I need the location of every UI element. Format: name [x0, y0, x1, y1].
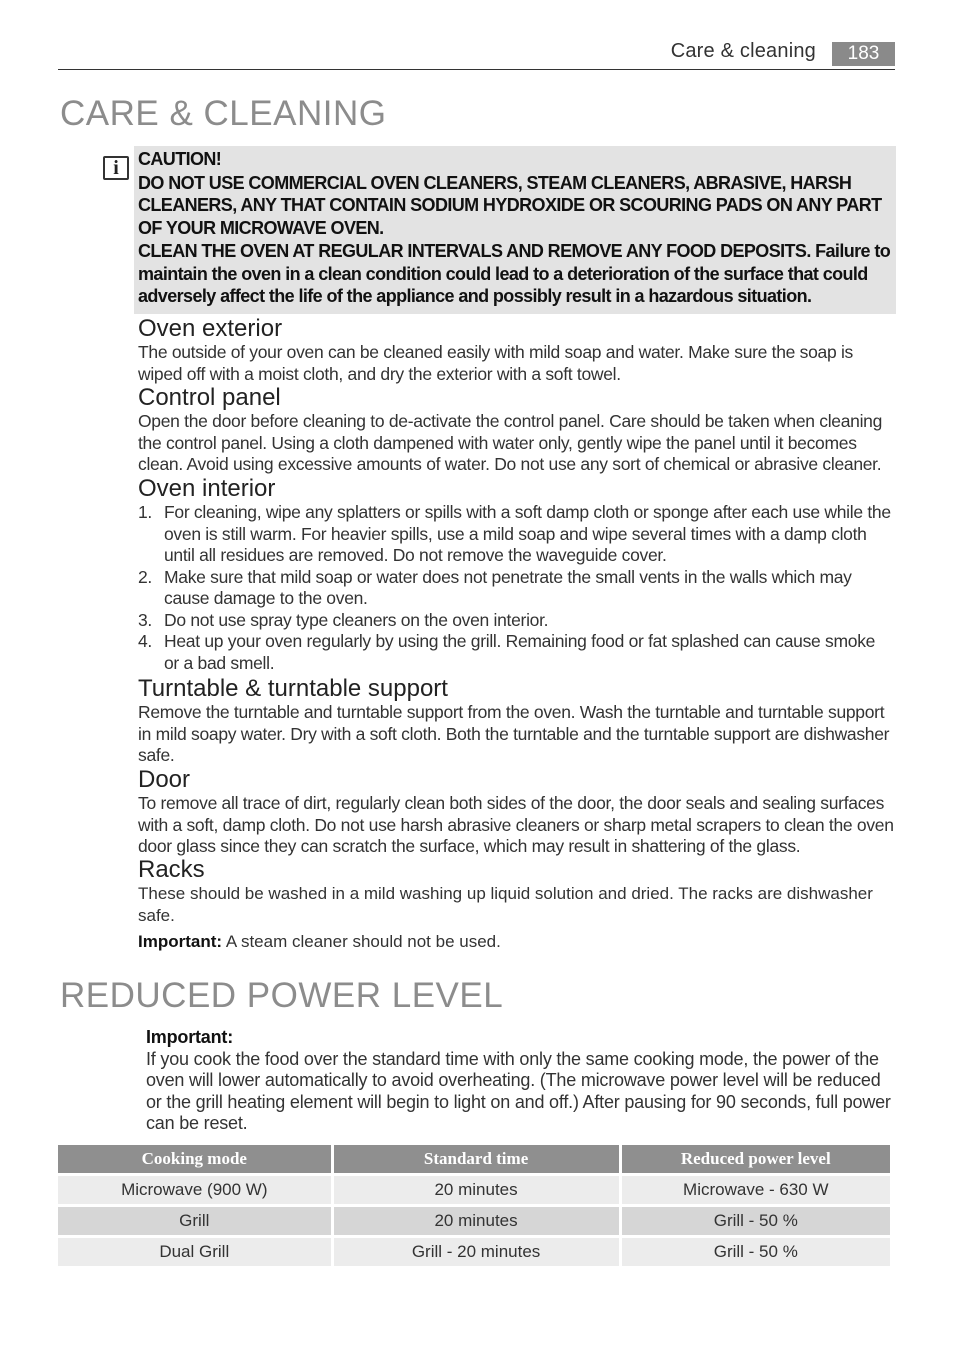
table-row: [58, 1176, 890, 1204]
table-cell: Grill - 50 %: [622, 1238, 890, 1266]
turntable-section: [138, 676, 894, 767]
list-item-number: 2.: [138, 566, 152, 587]
important-label: Important:: [138, 932, 223, 951]
list-item-number: 4.: [138, 631, 152, 651]
reduced-intro-text: If you cook the food over the standard time with only the same cooking mode, the power of the oven will lower automatically to avoid overheating. (The microwave power level will be reduced or the grill heating element will begin to light on and off.) After pausing for 90 seconds, full power can be reset.: [146, 1048, 891, 1133]
racks-important: [138, 931, 894, 953]
caution-line-1: DO NOT USE COMMERCIAL OVEN CLEANERS, STEAM CLEANERS, ABRASIVE, HARSH CLEANERS, ANY THAT CONTAIN SODIUM HYDROXIDE OR SCOURING PADS ON ANY PART OF YOUR MICROWAVE OVEN.: [138, 172, 882, 238]
reduced-important-label: Important:: [146, 1027, 233, 1047]
running-header-title: Care & cleaning: [670, 40, 816, 62]
list-item-number: 3.: [138, 609, 152, 630]
door-section: [138, 767, 894, 858]
list-item: [138, 631, 894, 674]
table-cell: Microwave - 630 W: [622, 1176, 890, 1204]
care-cleaning-heading: CARE & CLEANING: [60, 94, 387, 133]
table-row: [58, 1238, 890, 1266]
table-cell: 20 minutes: [334, 1207, 619, 1235]
info-icon: i: [103, 156, 129, 180]
oven-interior-section: [138, 476, 894, 674]
turntable-text: Remove the turntable and turntable support from the oven. Wash the turntable and turntable support in mild soapy water. Dry with a soft cloth. Both the turntable and the turntable support are dishwasher safe.: [138, 702, 890, 765]
page-number: 183: [832, 42, 895, 66]
caution-title: CAUTION!: [138, 149, 222, 169]
list-item-text: For cleaning, wipe any splatters or spills with a soft damp cloth or sponge after each use while the oven is still warm. For heavier spills, use a mild soap and wipe several times with a damp cloth until all residues are removed. Do not remove the waveguide cover.: [164, 502, 891, 565]
header-rule: [58, 69, 895, 70]
racks-text: These should be washed in a mild washing up liquid solution and dried. The racks are dishwasher safe.: [138, 884, 873, 925]
door-text: To remove all trace of dirt, regularly clean both sides of the door, the door seals and sealing surfaces with a soft, damp cloth. Do not use harsh abrasive cleaners or sharp metal scrapers to clean the oven door glass since they can scratch the surface, which may result in shattering of the glass.: [138, 793, 894, 856]
table-cell: Dual Grill: [58, 1238, 331, 1266]
table-cell: Grill: [58, 1207, 331, 1235]
racks-title: Racks: [138, 856, 205, 883]
oven-interior-list: [138, 502, 894, 674]
caution-line-2: CLEAN THE OVEN AT REGULAR INTERVALS AND REMOVE ANY FOOD DEPOSITS. Failure to maintain the oven in a clean condition could lead to a deterioration of the surface that could adversely affect the life of the appliance and possibly result in a hazardous situation.: [138, 241, 891, 306]
column-header-reduced-power: Reduced power level: [622, 1145, 890, 1173]
list-item: [138, 610, 894, 632]
reduced-power-table: [55, 1142, 893, 1269]
list-item-number: 1.: [138, 502, 152, 522]
caution-text: [138, 148, 894, 309]
door-title: Door: [138, 766, 191, 793]
control-panel-text: Open the door before cleaning to de-activate the control panel. Care should be taken when cleaning the control panel. Using a cloth dampened with water only, gently wipe the panel until it becomes clean. Avoid using excessive amounts of water. Do not use any sort of chemical or abrasive cleaner.: [138, 411, 883, 474]
list-item-text: Heat up your oven regularly by using the grill. Remaining food or fat splashed can cause smoke or a bad smell.: [164, 631, 876, 673]
racks-section: [138, 857, 894, 953]
oven-exterior-text: The outside of your oven can be cleaned easily with mild soap and water. Make sure the soap is wiped off with a moist cloth, and dry the exterior with a soft towel.: [138, 342, 854, 384]
table-row: [58, 1207, 890, 1235]
turntable-title: Turntable & turntable support: [138, 675, 448, 702]
oven-exterior-section: [138, 316, 894, 385]
table-cell: Microwave (900 W): [58, 1176, 331, 1204]
list-item: [138, 502, 894, 567]
oven-interior-title: Oven interior: [138, 475, 276, 502]
list-item-text: Make sure that mild soap or water does not penetrate the small vents in the walls which may cause damage to the oven.: [164, 566, 852, 608]
column-header-cooking-mode: Cooking mode: [58, 1145, 331, 1173]
table-cell: 20 minutes: [334, 1176, 619, 1204]
control-panel-section: [138, 385, 894, 476]
important-text: A steam cleaner should not be used.: [222, 932, 501, 951]
oven-exterior-title: Oven exterior: [138, 315, 283, 342]
reduced-intro: [146, 1027, 894, 1135]
column-header-standard-time: Standard time: [334, 1145, 619, 1173]
list-item: [138, 567, 894, 610]
table-header-row: [58, 1145, 890, 1173]
control-panel-title: Control panel: [138, 384, 281, 411]
list-item-text: Do not use spray type cleaners on the oven interior.: [164, 609, 549, 630]
table-cell: Grill - 50 %: [622, 1207, 890, 1235]
reduced-power-heading: REDUCED POWER LEVEL: [60, 976, 504, 1015]
table-cell: Grill - 20 minutes: [334, 1238, 619, 1266]
